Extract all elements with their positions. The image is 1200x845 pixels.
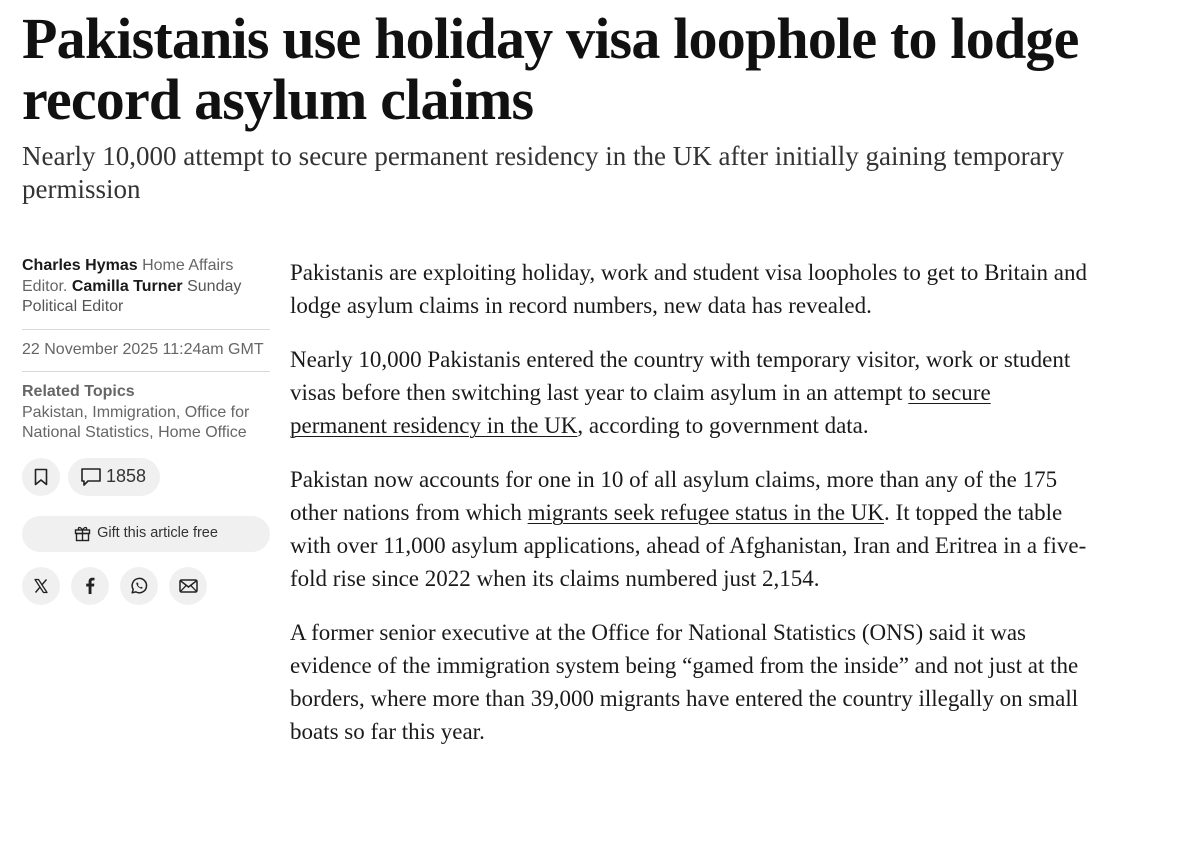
author-link-charles-hymas[interactable]: Charles Hymas: [22, 257, 138, 274]
paragraph-text: . It topped the table with over 11,000 asylum applications, ahead of Afghanistan, Iran and Eritrea in a five-fold rise since 2022 when its claims numbered just 2,154.: [290, 500, 1087, 591]
share-facebook-button[interactable]: [71, 567, 109, 605]
paragraph: [290, 343, 1090, 442]
email-icon: [179, 579, 198, 593]
author-role-1: Home Affairs Editor.: [22, 257, 234, 295]
share-whatsapp-button[interactable]: [120, 567, 158, 605]
divider: [22, 329, 270, 330]
article-page: [22, 8, 1182, 845]
byline: [22, 256, 270, 318]
article-actions: [22, 458, 270, 496]
paragraph-text: Pakistan now accounts for one in 10 of all asylum claims, more than any of the 175 other nations from which: [290, 467, 1058, 525]
comment-count: 1858: [106, 466, 147, 487]
article-sidebar: [22, 256, 270, 605]
paragraph: Pakistanis are exploiting holiday, work and student visa loopholes to get to Britain and lodge asylum claims in record numbers, new data has revealed.: [290, 260, 1087, 318]
author-role-2: Sunday Political Editor: [22, 277, 242, 315]
comment-icon: [80, 467, 102, 487]
topic-link-ons[interactable]: Office for National Statistics: [22, 403, 250, 441]
save-button[interactable]: [22, 458, 60, 496]
headline: Pakistanis use holiday visa loophole to lodge record asylum claims: [22, 6, 1079, 132]
paragraph: A former senior executive at the Office for National Statistics (ONS) said it was evidence of the immigration system being “gamed from the inside” and not just at the borders, where more than 39,000 migrants have entered the country illegally on small boats so far this year.: [290, 620, 1079, 744]
gift-icon: [74, 525, 91, 542]
divider: [22, 371, 270, 372]
facebook-icon: [85, 577, 95, 594]
share-buttons: [22, 567, 270, 605]
topic-link-pakistan[interactable]: Pakistan: [22, 403, 84, 421]
publish-date: 22 November 2025 11:24am GMT: [22, 340, 264, 358]
gift-article-button[interactable]: [22, 516, 270, 552]
author-link-camilla-turner[interactable]: Camilla Turner: [71, 277, 183, 295]
bookmark-icon: [34, 468, 48, 486]
x-icon: [33, 578, 49, 594]
comments-button[interactable]: [68, 458, 160, 496]
topic-link-immigration[interactable]: Immigration: [92, 403, 176, 421]
paragraph: [290, 463, 1090, 595]
paragraph-text: , according to government data.: [577, 413, 869, 438]
paragraph-text: Nearly 10,000 Pakistanis entered the country with temporary visitor, work or student visas before then switching last year to claim asylum in an attempt: [290, 347, 1071, 405]
share-x-button[interactable]: [22, 567, 60, 605]
related-topics-heading: Related Topics: [22, 383, 135, 400]
standfirst: Nearly 10,000 attempt to secure permanent residency in the UK after initially gaining temporary permission: [22, 141, 1065, 204]
gift-label: Gift this article free: [97, 525, 218, 542]
inline-link-permanent-residency[interactable]: to secure permanent residency in the UK: [290, 380, 991, 438]
topic-link-home-office[interactable]: Home Office: [158, 424, 247, 441]
related-topics-list: Pakistan, Immigration, Office for National Statistics, Home Office: [22, 403, 250, 441]
inline-link-refugee-status[interactable]: migrants seek refugee status in the UK: [527, 500, 885, 525]
whatsapp-icon: [130, 577, 148, 595]
bottom-fade: [0, 815, 1200, 845]
share-email-button[interactable]: [169, 567, 207, 605]
article-text: [290, 256, 1090, 769]
